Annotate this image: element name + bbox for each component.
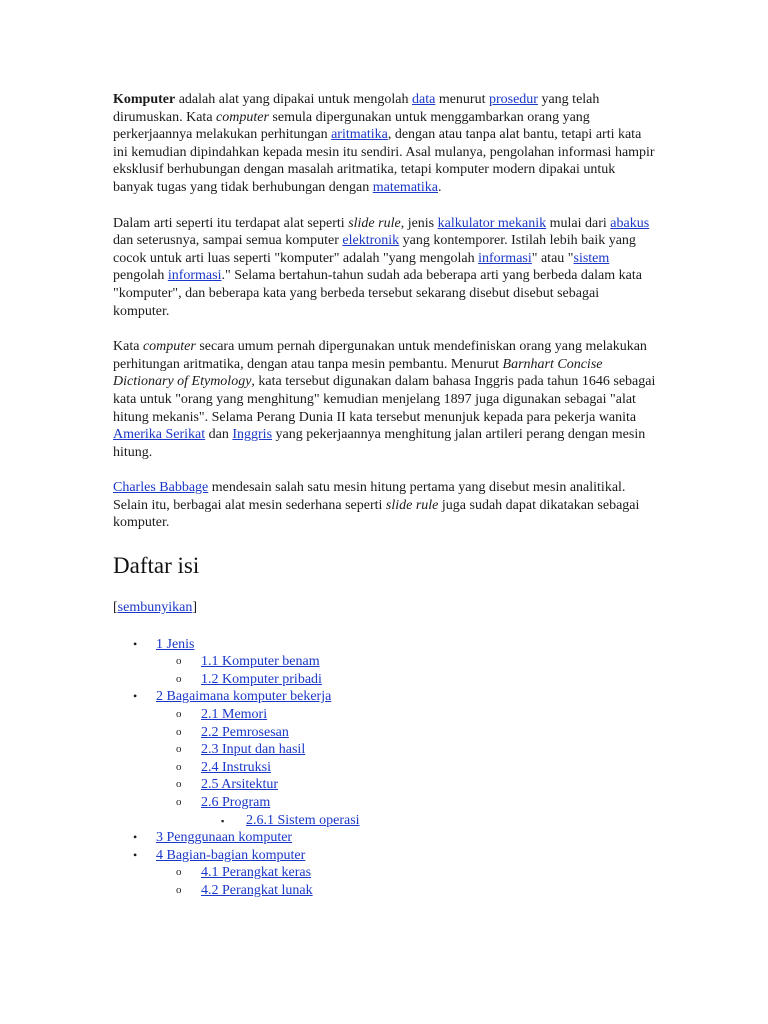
toc-link-2-6-1[interactable]: 2.6.1 Sistem operasi [246, 812, 360, 828]
toc-item [156, 671, 658, 689]
toc-item [156, 741, 658, 759]
toc-item [113, 847, 658, 900]
toc-item [156, 653, 658, 671]
toc-link-3[interactable]: 3 Penggunaan komputer [156, 830, 293, 846]
bracket-close: ] [192, 600, 197, 616]
toc-link-4-2[interactable]: 4.2 Perangkat lunak [201, 882, 313, 898]
toc-heading: Daftar isi [113, 553, 200, 579]
text-span: adalah alat yang dipakai untuk mengolah [175, 92, 412, 107]
link-data[interactable]: data [411, 92, 436, 107]
bracket-open: [ [113, 600, 118, 616]
link-aritmatika[interactable]: aritmatika [331, 127, 388, 143]
toc-link-2-6[interactable]: 2.6 Program [201, 795, 271, 810]
toc-item [156, 706, 658, 724]
paragraph-definition [113, 215, 658, 321]
bullet-circle-icon: o [176, 760, 182, 773]
article-body [113, 91, 658, 900]
toc-item [156, 864, 658, 882]
em-computer: computer [142, 339, 196, 355]
text-span: Kata [113, 339, 143, 355]
link-informasi[interactable]: informasi [478, 250, 532, 266]
link-sistem[interactable]: sistem [573, 250, 610, 266]
bullet-circle-icon: o [176, 655, 182, 668]
toc-link-2-4[interactable]: 2.4 Instruksi [201, 759, 271, 775]
bullet-disc-icon: • [133, 847, 138, 862]
toc-toggle [113, 599, 658, 617]
em-barnhart: Barnhart Concise Dictionary of Etymology [113, 356, 603, 390]
link-elektronik[interactable]: elektronik [342, 233, 400, 249]
toc-item [113, 829, 658, 847]
em-computer: computer [216, 109, 269, 125]
toc-item [156, 794, 658, 829]
text-span: mulai dari [546, 215, 611, 231]
bullet-circle-icon: o [176, 866, 182, 879]
link-kalkulator-mekanik[interactable]: kalkulator mekanik [437, 215, 547, 231]
toc-link-2-1[interactable]: 2.1 Memori [201, 707, 268, 723]
term-komputer: Komputer [113, 92, 176, 107]
toc-link-1-2[interactable]: 1.2 Komputer pribadi [201, 671, 322, 687]
toc-item [156, 724, 658, 742]
toc-link-2-3[interactable]: 2.3 Input dan hasil [201, 742, 306, 758]
bullet-square-icon: ▪ [221, 815, 225, 826]
text-span: yang pekerjaannya menghitung jalan artileri perang dengan mesin hitung. [113, 427, 646, 460]
text-span: dan [205, 427, 233, 443]
text-span: , dengan atau tanpa alat bantu, tetapi arti kata ini kemudian dipindahkan kepada mesin itu sendiri. Asal mulanya, pengolahan informasi hampir eksklusif berhubungan dengan masalah aritmatika, tetapi komputer modern dipakai untuk banyak tugas yang tidak berhubungan dengan [113, 127, 655, 195]
toc-item [113, 636, 658, 689]
link-matematika[interactable]: matematika [372, 179, 439, 195]
table-of-contents [113, 636, 658, 900]
toc-item [156, 776, 658, 794]
toc-item [156, 882, 658, 900]
text-span: Dalam arti seperti itu terdapat alat seperti [113, 215, 349, 231]
bullet-circle-icon: o [176, 725, 182, 738]
text-span: yang kontemporer. Istilah lebih baik yang cocok untuk arti luas seperti "komputer" adalah "yang mengolah [113, 233, 636, 266]
bullet-circle-icon: o [176, 883, 182, 896]
text-span: ." Selama bertahun-tahun sudah ada beberapa arti yang berbeda dalam kata "komputer", dan beberapa kata yang berbeda tersebut sekarang disebut disebut sebagai komputer. [113, 268, 642, 319]
text-span: menurut [435, 92, 489, 107]
toc-item [156, 759, 658, 777]
toc-item [201, 812, 658, 830]
toc-link-4[interactable]: 4 Bagian-bagian komputer [156, 847, 306, 863]
text-span: juga sudah dapat dikatakan sebagai komputer. [113, 497, 640, 531]
paragraph-history [113, 338, 658, 461]
bullet-circle-icon: o [176, 796, 182, 808]
em-slide-rule: slide rule [348, 215, 401, 231]
text-span: yang telah dirumuskan. Kata [113, 92, 600, 125]
bullet-disc-icon: • [133, 636, 138, 651]
link-informasi-2[interactable]: informasi [167, 268, 222, 284]
link-abakus[interactable]: abakus [610, 215, 650, 231]
toc-link-4-1[interactable]: 4.1 Perangkat keras [201, 865, 312, 881]
bullet-disc-icon: • [133, 689, 138, 704]
bullet-circle-icon: o [176, 743, 182, 756]
text-span: secara umum pernah dipergunakan untuk mendefiniskan orang yang melakukan perhitungan aritmatika, dengan atau tanpa mesin pembantu. Menurut [113, 339, 647, 372]
text-span: semula dipergunakan untuk menggambarkan orang yang perkerjaannya melakukan perhitungan [113, 109, 590, 143]
toc-link-2-2[interactable]: 2.2 Pemrosesan [201, 724, 289, 740]
text-span: mendesain salah satu mesin hitung pertama yang disebut mesin analitikal. Selain itu, berbagai alat mesin sederhana seperti [113, 480, 626, 513]
text-span: " atau " [531, 250, 574, 266]
text-span: , kata tersebut digunakan dalam bahasa Inggris pada tahun 1646 sebagai kata untuk "orang yang menghitung" kemudian menjelang 1897 juga digunakan sebagai "alat hitung mekanis". Selama Perang Dunia II kata tersebut menunjuk kepada para pekerja wanita [113, 374, 656, 425]
toc-link-1[interactable]: 1 Jenis [156, 636, 195, 652]
text-span: dan seterusnya, sampai semua komputer [113, 233, 343, 249]
link-charles-babbage[interactable]: Charles Babbage [113, 480, 209, 496]
link-inggris[interactable]: Inggris [232, 427, 273, 443]
bullet-disc-icon: • [133, 830, 138, 845]
toc-link-2[interactable]: 2 Bagaimana komputer bekerja [156, 689, 332, 705]
text-span: . [438, 179, 442, 195]
bullet-circle-icon: o [176, 708, 182, 721]
paragraph-intro [113, 91, 658, 197]
em-slide-rule: slide rule [385, 497, 439, 513]
bullet-circle-icon: o [176, 778, 182, 791]
paragraph-babbage [113, 479, 658, 532]
text-span: pengolah [113, 268, 168, 284]
link-prosedur[interactable]: prosedur [488, 92, 538, 107]
link-amerika-serikat[interactable]: Amerika Serikat [113, 427, 206, 443]
toc-link-2-5[interactable]: 2.5 Arsitektur [201, 777, 278, 793]
toc-link-1-1[interactable]: 1.1 Komputer benam [201, 654, 320, 670]
toc-item [113, 688, 658, 829]
bullet-circle-icon: o [176, 672, 182, 685]
text-span: , jenis [400, 215, 438, 231]
toc-hide-link[interactable]: sembunyikan [117, 600, 193, 616]
